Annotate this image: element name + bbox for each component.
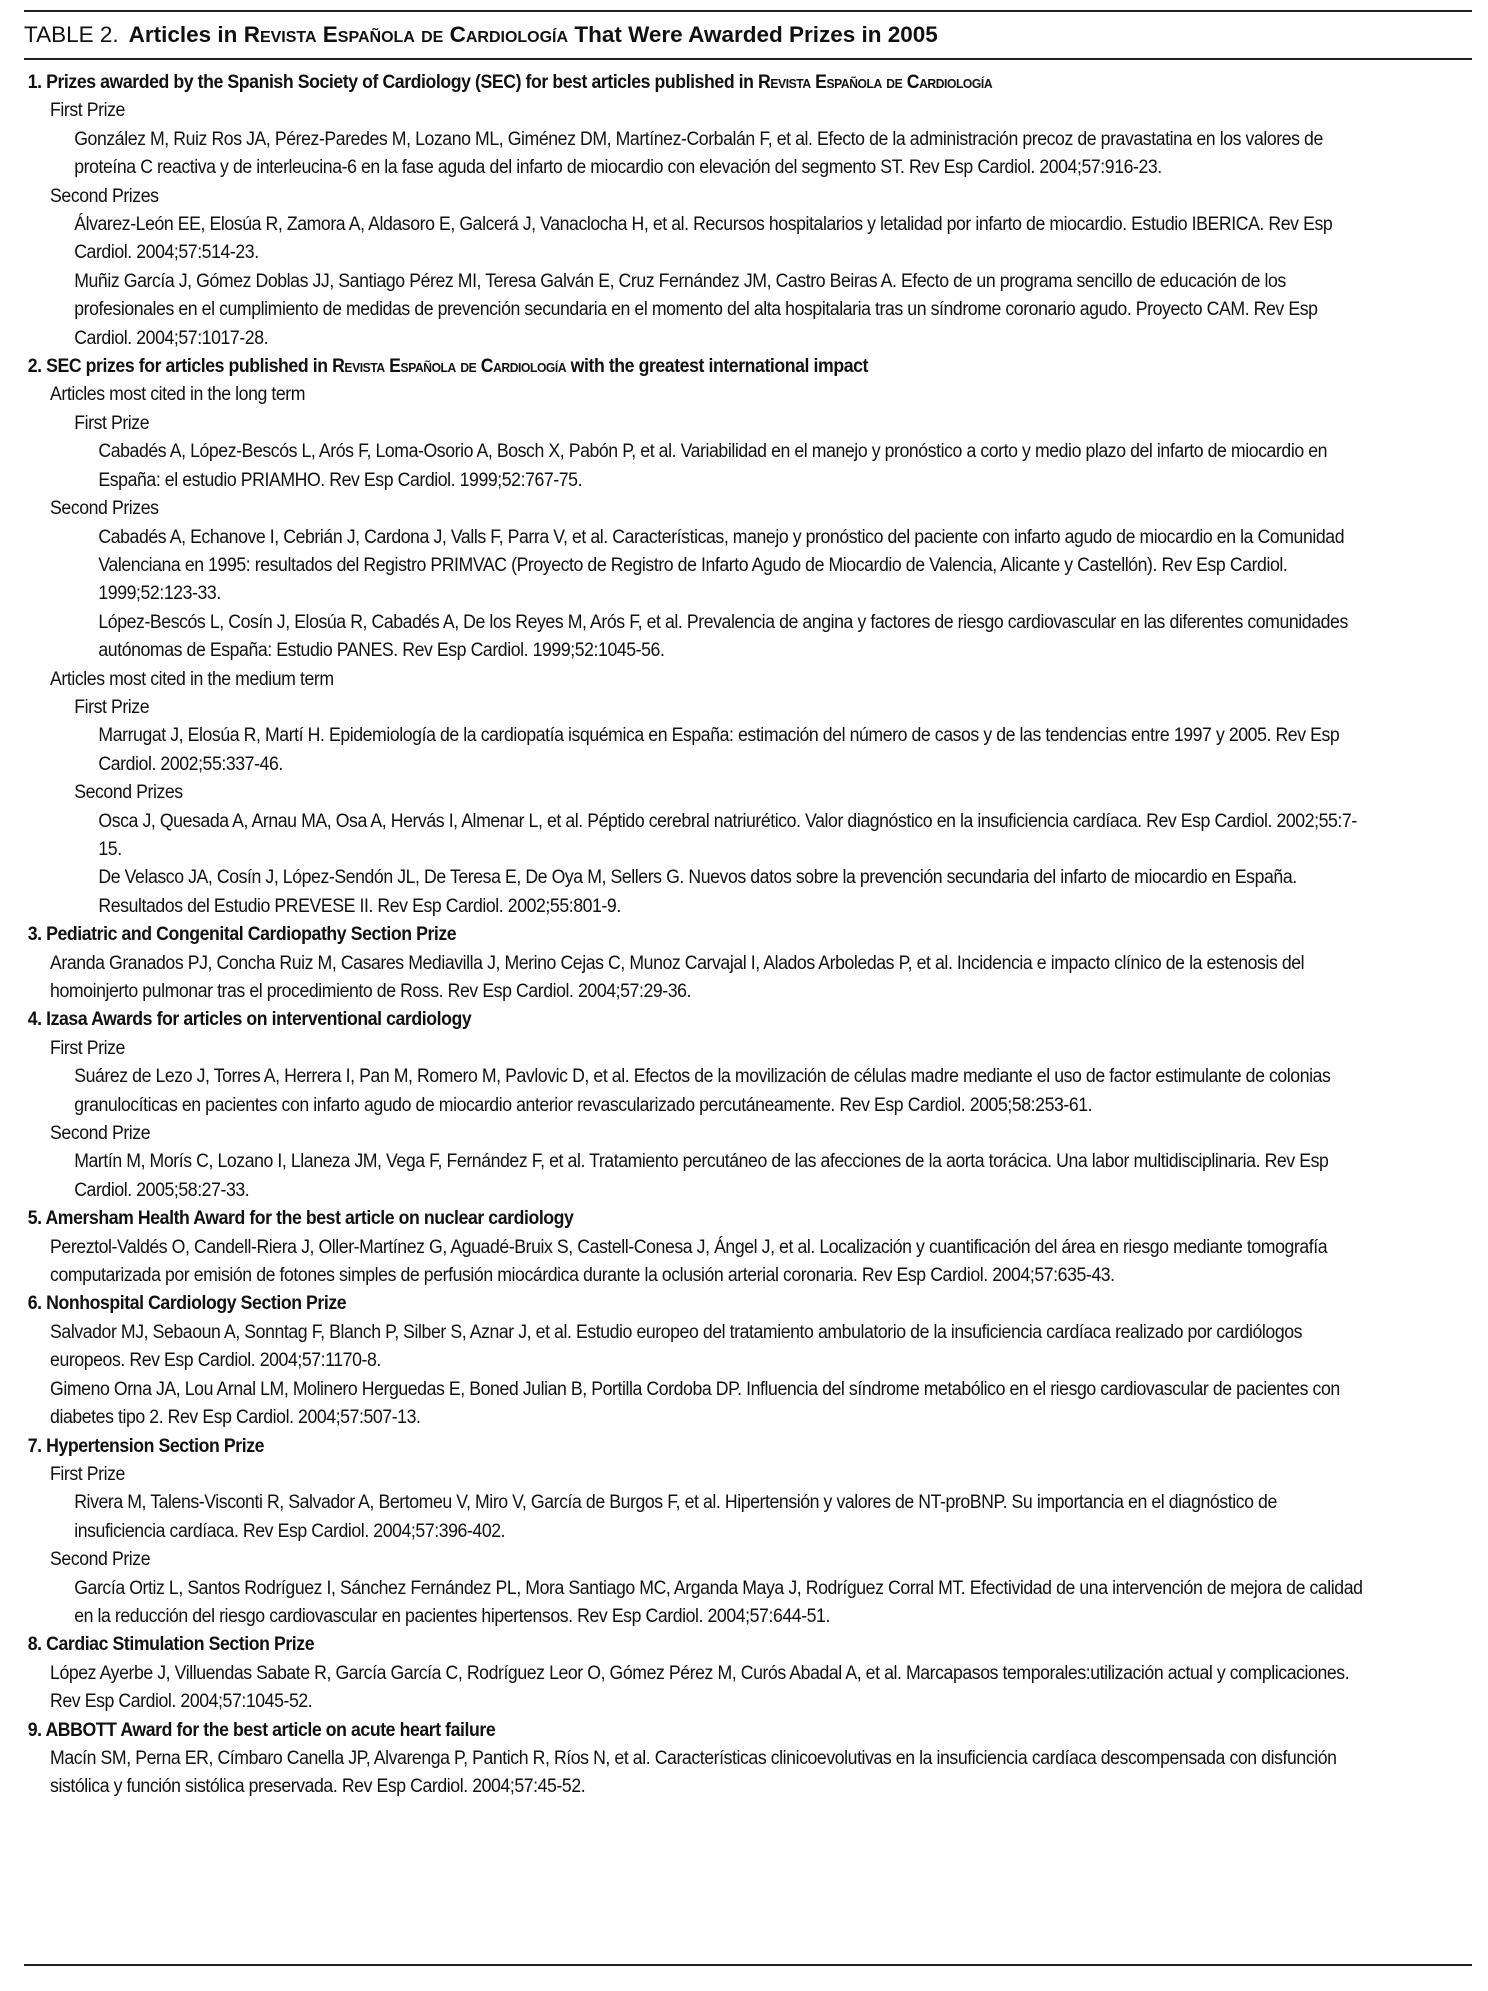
prize-label: Second Prize — [50, 1123, 151, 1145]
citation: Cabadés A, Echanove I, Cebrián J, Cardona J, Valls F, Parra V, et al. Características, manejo y pronóstico del paciente con infarto agudo de miocardio en la Comunidad Valenciana en 1995: resultados del Registro PRIMVAC (Proyecto de Registro de Infarto Agudo de Miocardio de Valencia, Alicante y Castellón). Rev Esp Cardiol. 1999;52:123-33. — [98, 526, 1345, 605]
citation: García Ortiz L, Santos Rodríguez I, Sánchez Fernández PL, Mora Santiago MC, Arganda Maya J, Rodríguez Corral MT. Efectividad de una intervención de mejora de calidad en la reducción del riesgo cardiovascular en pacientes hipertensos. Rev Esp Cardiol. 2004;57:644-51. — [74, 1577, 1363, 1627]
section-heading: 1. Prizes awarded by the Spanish Society of Cardiology (SEC) for best articles published in Revista Española de Cardiología — [27, 72, 993, 93]
citation: Pereztol-Valdés O, Candell-Riera J, Oller-Martínez G, Aguadé-Bruix S, Castell-Conesa J, Ángel J, et al. Localización y cuantificación del área en riesgo mediante tomografía computarizada por emisión de fotones simples de perfusión miocárdica durante la oclusión arterial coronaria. Rev Esp Cardiol. 2004;57:635-43. — [50, 1236, 1328, 1287]
title-pre: Articles in — [128, 22, 238, 47]
citation: González M, Ruiz Ros JA, Pérez-Paredes M, Lozano ML, Giménez DM, Martínez-Corbalán F, et al. Efecto de la administración precoz de pravastatina en los valores de proteína C reactiva y de interleucina-6 en la fase aguda del infarto de miocardio con elevación del segmento ST. Rev Esp Cardiol. 2004;57:916-23. — [74, 128, 1323, 179]
citation: Marrugat J, Elosúa R, Martí H. Epidemiología de la cardiopatía isquémica en España: estimación del número de casos y de las tendencias entre 1997 y 2005. Rev Esp Cardiol. 2002;55:337-46. — [98, 725, 1340, 775]
prize-label: First Prize — [50, 1037, 125, 1059]
section-heading: 6. Nonhospital Cardiology Section Prize — [27, 1293, 347, 1315]
section-heading: 9. ABBOTT Award for the best article on acute heart failure — [27, 1719, 496, 1741]
section-heading: 5. Amersham Health Award for the best article on nuclear cardiology — [27, 1208, 574, 1230]
table-header — [24, 10, 1472, 60]
citation: Gimeno Orna JA, Lou Arnal LM, Molinero Herguedas E, Boned Julian B, Portilla Cordoba DP. Influencia del síndrome metabólico en el riesgo cardiovascular de pacientes con diabetes tipo 2. Rev Esp Cardiol. 2004;57:507-13. — [50, 1378, 1340, 1429]
citation: Suárez de Lezo J, Torres A, Herrera I, Pan M, Romero M, Pavlovic D, et al. Efectos de la movilización de células madre mediante el uso de factor estimulante de colonias granulocíticas en pacientes con infarto agudo de miocardio anterior revascularizado percutáneamente. Rev Esp Cardiol. 2005;58:253-61. — [74, 1066, 1331, 1116]
citation: Osca J, Quesada A, Arnau MA, Osa A, Hervás I, Almenar L, et al. Péptido cerebral natriurético. Valor diagnóstico en la insuficiencia cardíaca. Rev Esp Cardiol. 2002;55:7-15. — [98, 810, 1357, 860]
table-label: TABLE 2. — [24, 22, 119, 47]
citation: López-Bescós L, Cosín J, Elosúa R, Cabadés A, De los Reyes M, Arós F, et al. Prevalencia de angina y factores de riesgo cardiovascular en las diferentes comunidades autónomas de España: Estudio PANES. Rev Esp Cardiol. 1999;52:1045-56. — [98, 611, 1348, 662]
citation: Rivera M, Talens-Visconti R, Salvador A, Bertomeu V, Miro V, García de Burgos F, et al. Hipertensión y valores de NT-proBNP. Su importancia en el diagnóstico de insuficiencia cardíaca. Rev Esp Cardiol. 2004;57:396-402. — [74, 1492, 1277, 1542]
citation: Cabadés A, López-Bescós L, Arós F, Loma-Osorio A, Bosch X, Pabón P, et al. Variabilidad en el manejo y pronóstico a corto y medio plazo del infarto de miocardio en España: el estudio PRIAMHO. Rev Esp Cardiol. 1999;52:767-75. — [98, 441, 1328, 491]
title-rule — [24, 58, 1472, 60]
citation: De Velasco JA, Cosín J, López-Sendón JL, De Teresa E, De Oya M, Sellers G. Nuevos datos sobre la prevención secundaria del infarto de miocardio en España. Resultados del Estudio PREVESE II. Rev Esp Cardiol. 2002;55:801-9. — [98, 867, 1297, 917]
prize-label: First Prize — [74, 412, 150, 434]
table-title-text — [129, 22, 938, 48]
prize-label: Second Prizes — [74, 782, 183, 804]
table-body — [24, 69, 1371, 1802]
bottom-rule — [24, 1964, 1472, 1966]
table-title — [24, 12, 1472, 58]
citation: Martín M, Morís C, Lozano I, Llaneza JM, Vega F, Fernández F, et al. Tratamiento percutáneo de las afecciones de la aorta torácica. Una labor multidisciplinaria. Rev Esp Cardiol. 2005;58:27-33. — [74, 1151, 1329, 1201]
journal-name: Revista Española de Cardiología — [332, 356, 567, 378]
title-post: That Were Awarded Prizes in 2005 — [574, 22, 938, 47]
citation: López Ayerbe J, Villuendas Sabate R, García García C, Rodríguez Leor O, Gómez Pérez M, Curós Abadal A, et al. Marcapasos temporales:utilización actual y complicaciones. Rev Esp Cardiol. 2004;57:1045-52. — [50, 1662, 1350, 1713]
citation: Salvador MJ, Sebaoun A, Sonntag F, Blanch P, Silber S, Aznar J, et al. Estudio europeo del tratamiento ambulatorio de la insuficiencia cardíaca realizado por cardiólogos europeos. Rev Esp Cardiol. 2004;57:1170-8. — [50, 1321, 1303, 1372]
section-heading: 8. Cardiac Stimulation Section Prize — [27, 1634, 315, 1656]
prize-label: First Prize — [50, 100, 125, 122]
prize-label: First Prize — [74, 696, 150, 718]
citation: Muñiz García J, Gómez Doblas JJ, Santiago Pérez MI, Teresa Galván E, Cruz Fernández JM, Castro Beiras A. Efecto de un programa sencillo de educación de los profesionales en el cumplimiento de medidas de prevención secundaria en el momento del alta hospitalaria tras un síndrome coronario agudo. Proyecto CAM. Rev Esp Cardiol. 2004;57:1017-28. — [74, 270, 1318, 349]
section-heading: 3. Pediatric and Congenital Cardiopathy Section Prize — [27, 924, 457, 946]
citation: Álvarez-León EE, Elosúa R, Zamora A, Aldasoro E, Galcerá J, Vanaclocha H, et al. Recursos hospitalarios y letalidad por infarto de miocardio. Estudio IBERICA. Rev Esp Cardiol. 2004;57:514-23. — [74, 214, 1333, 264]
category-label: Articles most cited in the long term — [50, 384, 306, 406]
section-heading: 7. Hypertension Section Prize — [27, 1435, 265, 1457]
section-heading: 2. SEC prizes for articles published in Revista Española de Cardiología with the greatest international impact — [27, 356, 868, 378]
prize-label: Second Prize — [50, 1549, 151, 1571]
citation: Macín SM, Perna ER, Címbaro Canella JP, Alvarenga P, Pantich R, Ríos N, et al. Características clinicoevolutivas en la insuficiencia cardíaca descompensada con disfunción sistólica y función sistólica preservada. Rev Esp Cardiol. 2004;57:45-52. — [50, 1747, 1337, 1798]
citation: Aranda Granados PJ, Concha Ruiz M, Casares Mediavilla J, Merino Cejas C, Munoz Carvajal I, Alados Arboledas P, et al. Incidencia e impacto clínico de la estenosis del homoinjerto pulmonar tras el procedimiento de Ross. Rev Esp Cardiol. 2004;57:29-36. — [50, 952, 1305, 1002]
prize-label: First Prize — [50, 1463, 125, 1485]
prize-label: Second Prizes — [50, 185, 159, 207]
prize-label: Second Prizes — [50, 498, 159, 520]
category-label: Articles most cited in the medium term — [50, 668, 334, 690]
section-heading: 4. Izasa Awards for articles on interventional cardiology — [27, 1009, 472, 1031]
journal-name: Revista Española de Cardiología — [243, 22, 569, 47]
journal-name: Revista Española de Cardiología — [758, 72, 993, 93]
